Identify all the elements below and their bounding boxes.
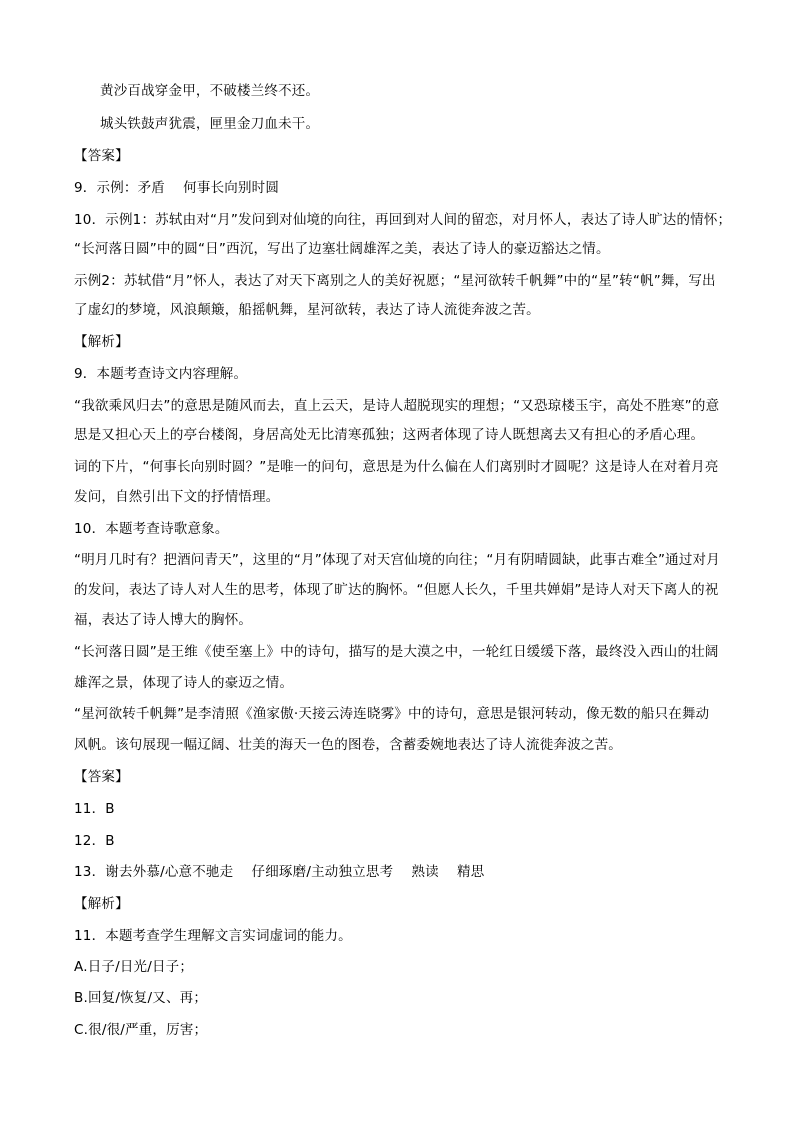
analysis-line: 福，表达了诗人博大的胸怀。 [74, 612, 253, 628]
analysis-line: 10．本题考查诗歌意象。 [74, 521, 229, 537]
option-line: C.很/很/严重，厉害； [74, 1022, 208, 1038]
answer-line: 9．示例：矛盾 何事长向别时圆 [74, 180, 280, 196]
answer-line: 12．B [74, 833, 115, 849]
analysis-line: 发问，自然引出下文的抒情悟理。 [74, 489, 280, 505]
answer-line: 了虚幻的梦境，风浪颠簸，船摇帆舞，星河欲转，表达了诗人流徙奔波之苦。 [74, 302, 540, 318]
analysis-line: 的发问，表达了诗人对人生的思考，体现了旷达的胸怀。“但愿人长久，千里共婵娟”是诗人对天下离人的祝 [74, 582, 719, 598]
answer-line: 示例2：苏轼借“月”怀人，表达了对天下离别之人的美好祝愿；“星河欲转千帆舞”中的“星”转“帆”舞，写出 [74, 273, 716, 289]
poem-line: 黄沙百战穿金甲，不破楼兰终不还。 [100, 83, 320, 99]
analysis-line: “星河欲转千帆舞”是李清照《渔家傲·天接云涛连晓雾》中的诗句，意思是银河转动，像无数的船只在舞动 [74, 706, 710, 722]
answer-line: “长河落日圆”中的圆“日”西沉，写出了边塞壮阔雄浑之美，表达了诗人的豪迈豁达之情。 [74, 241, 610, 257]
analysis-line: “长河落日圆”是王维《使至塞上》中的诗句，描写的是大漠之中，一轮红日缓缓下落，最终没入西山的壮阔 [74, 644, 719, 660]
analysis-line: 9．本题考查诗文内容理解。 [74, 366, 248, 382]
option-line: A.日子/日光/日子； [74, 959, 194, 975]
analysis-line: 思是又担心天上的亭台楼阁，身居高处无比清寒孤独；这两者体现了诗人既想离去又有担心的矛盾心理。 [74, 427, 705, 443]
answer-heading: 【答案】 [74, 769, 129, 785]
answer-line: 11．B [74, 801, 115, 817]
analysis-heading: 【解析】 [74, 896, 129, 912]
analysis-line: “我欲乘风归去”的意思是随风而去，直上云天，是诗人超脱现实的理想；“又恐琼楼玉宇，高处不胜寒”的意 [74, 398, 720, 414]
analysis-line: 11．本题考查学生理解文言实词虚词的能力。 [74, 928, 352, 944]
answer-line: 13．谢去外慕/心意不驰走 仔细琢磨/主动独立思考 熟读 精思 [74, 864, 485, 880]
answer-heading: 【答案】 [74, 148, 129, 164]
answer-line: 10．示例1：苏轼由对“月”发问到对仙境的向往，再回到对人间的留恋，对月怀人，表达了诗人旷达的情怀； [74, 212, 732, 228]
analysis-line: 雄浑之景，体现了诗人的豪迈之情。 [74, 675, 294, 691]
analysis-heading: 【解析】 [74, 334, 129, 350]
option-line: B.回复/恢复/又、再； [74, 990, 208, 1006]
poem-line: 城头铁鼓声犹震，匣里金刀血未干。 [100, 116, 320, 132]
analysis-line: 词的下片，“何事长向别时圆？”是唯一的问句，意思是为什么偏在人们离别时才圆呢？这是诗人在对着月亮 [74, 459, 719, 475]
analysis-line: 风帆。该句展现一幅辽阔、壮美的海天一色的图卷，含蓄委婉地表达了诗人流徙奔波之苦。 [74, 737, 622, 753]
analysis-line: “明月几时有？把酒问青天”，这里的“月”体现了对天宫仙境的向往；“月有阴晴圆缺，此事古难全”通过对月 [74, 552, 720, 568]
